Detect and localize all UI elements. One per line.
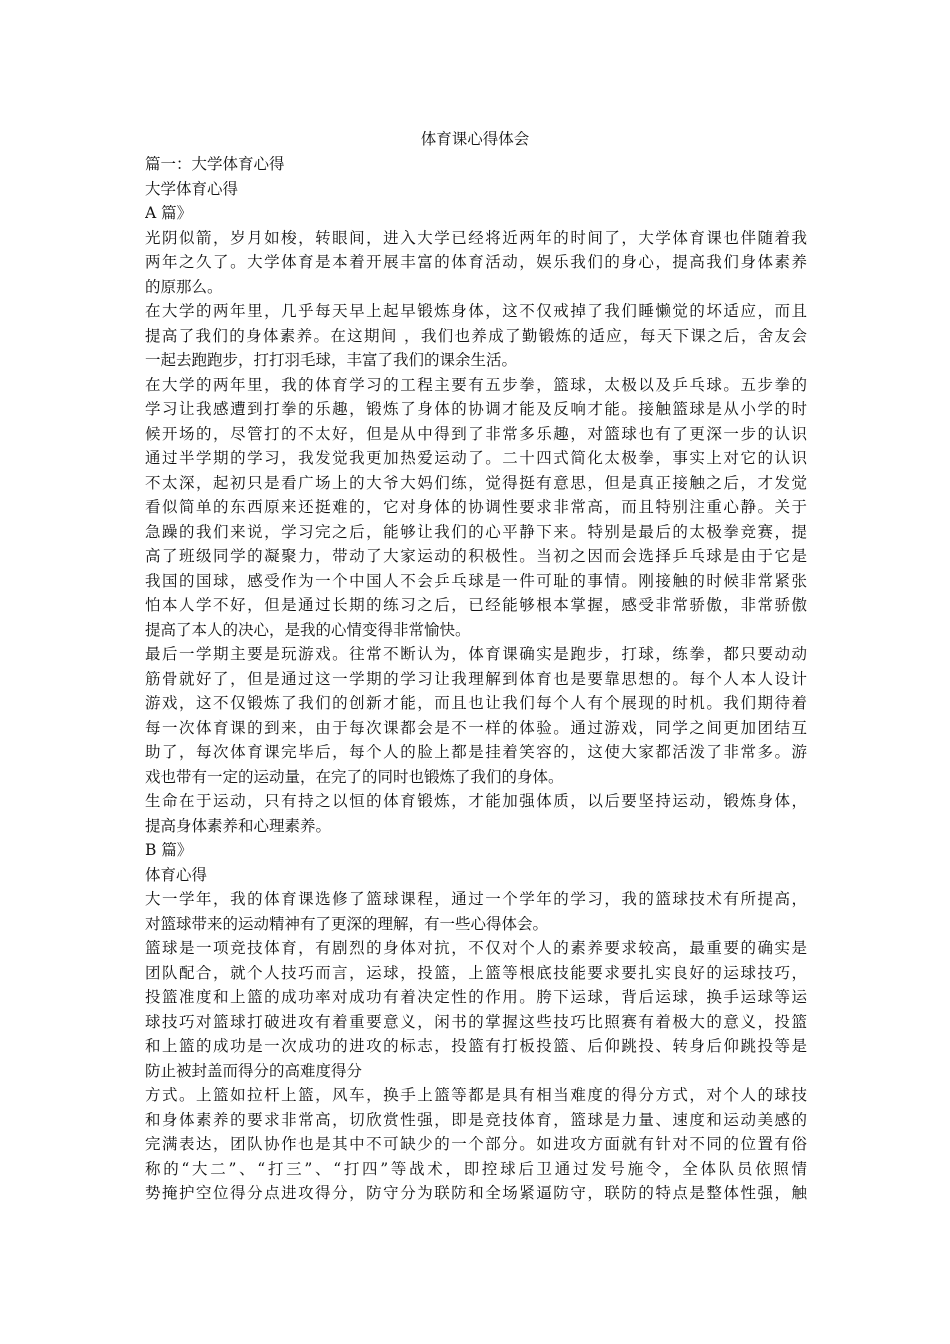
text-line: 完满表达，团队协作也是其中不可缺少的一个部分。如进攻方面就有针对不同的位置有俗 [145, 1135, 807, 1153]
text-line: 称的“大二”、“打三”、“打四”等战术，即控球后卫通过发号施令，全体队员依照情 [145, 1159, 807, 1178]
text-line: 提高了我们的身体素养。在这期间 ，我们也养成了勤锻炼的适应，每天下课之后，舍友会 [145, 326, 807, 345]
text-line: 提高了本人的决心，是我的心情变得非常愉快。 [145, 620, 471, 639]
text-line: 在大学的两年里，几乎每天早上起早锻炼身体，这不仅戒掉了我们睡懒觉的坏适应，而且 [145, 302, 807, 320]
text-line: 在大学的两年里，我的体育学习的工程主要有五步拳，篮球，太极以及乒乓球。五步拳的 [145, 375, 807, 394]
text-line: 防止被封盖而得分的高难度得分 [145, 1061, 363, 1080]
text-line: 最后一学期主要是玩游戏。往常不断认为，体育课确实是跑步，打球，练拳，都只要动动 [145, 645, 807, 663]
text-line: 篇一：大学体育心得 [145, 155, 285, 173]
text-line: 通过半学期的学习，我发觉我更加热爱运动了。二十四式简化太极拳，事实上对它的认识 [145, 449, 807, 467]
text-line: 势掩护空位得分点进攻得分，防守分为联防和全场紧逼防守，联防的特点是整体性强，触 [145, 1184, 807, 1202]
text-line: 生命在于运动，只有持之以恒的体育锻炼，才能加强体质，以后要坚持运动，锻炼身体， [145, 792, 807, 810]
text-line: 大学体育心得 [145, 179, 239, 198]
text-line: 方式。上篮如拉杆上篮，风车，换手上篮等都是具有相当难度的得分方式，对个人的球技 [145, 1086, 807, 1104]
text-line: 提高身体素养和心理素养。 [145, 816, 332, 835]
text-line: 和身体素养的要求非常高，切欣赏性强，即是竞技体育，篮球是力量、速度和运动美感的 [145, 1110, 807, 1129]
document-title: 体育课心得体会 [420, 130, 530, 148]
text-line: 光阴似箭，岁月如梭，转眼间，进入大学已经将近两年的时间了，大学体育课也伴随着我 [145, 228, 807, 247]
text-line: 两年之久了。大学体育是本着开展丰富的体育活动，娱乐我们的身心，提高我们身体素养 [145, 253, 807, 271]
text-line: 团队配合，就个人技巧而言，运球，投篮，上篮等根底技能要求要扎实良好的运球技巧， [145, 963, 807, 982]
text-line: 不太深，起初只是看广场上的大爷大妈们练，觉得挺有意思，但是真正接触之后，才发觉 [145, 473, 807, 492]
text-line: A 篇》 [145, 204, 193, 222]
text-line: 体育心得 [145, 865, 208, 884]
text-line: 大一学年，我的体育课选修了篮球课程，通过一个学年的学习，我的篮球技术有所提高， [145, 890, 807, 908]
text-line: 的原那么。 [145, 277, 223, 296]
text-line: 游戏，这不仅锻炼了我们的创新才能，而且也让我们每个人有个展现的时机。我们期待着 [145, 694, 807, 712]
text-line: 每一次体育课的到来，由于每次课都会是不一样的体验。通过游戏，同学之间更加团结互 [145, 718, 807, 737]
text-line: 候开场的，尽管打的不太好，但是从中得到了非常多乐趣，对篮球也有了更深一步的认识 [145, 424, 807, 443]
text-line: 和上篮的成功是一次成功的进攻的标志，投篮有打板投篮、后仰跳投、转身后仰跳投等是 [145, 1037, 807, 1055]
text-line: 看似简单的东西原来还挺难的，它对身体的协调性要求非常高，而且特别注重心静。关于 [145, 498, 807, 516]
text-line: 篮球是一项竞技体育，有剧烈的身体对抗，不仅对个人的素养要求较高，最重要的确实是 [145, 939, 807, 957]
text-line: 投篮准度和上篮的成功率对成功有着决定性的作用。胯下运球，背后运球，换手运球等运 [145, 988, 807, 1006]
text-line: 对篮球带来的运动精神有了更深的理解，有一些心得体会。 [145, 914, 549, 933]
text-line: 助了，每次体育课完毕后，每个人的脸上都是挂着笑容的，这使大家都活泼了非常多。游 [145, 743, 807, 761]
text-line: 怕本人学不好，但是通过长期的练习之后，已经能够根本掌握，感受非常骄傲，非常骄傲 [145, 596, 807, 614]
text-line: 戏也带有一定的运动量，在完了的同时也锻炼了我们的身体。 [145, 767, 564, 786]
text-line: 一起去跑跑步，打打羽毛球，丰富了我们的课余生活。 [145, 351, 518, 369]
text-line: 学习让我感遭到打拳的乐趣，锻炼了身体的协调才能及反响才能。接触篮球是从小学的时 [145, 400, 807, 418]
text-line: 急躁的我们来说，学习完之后，能够让我们的心平静下来。特别是最后的太极拳竞赛，提 [145, 522, 807, 541]
text-line: 筋骨就好了，但是通过这一学期的学习让我理解到体育也是要靠思想的。每个人本人设计 [145, 669, 807, 688]
text-line: 高了班级同学的凝聚力，带动了大家运动的积极性。当初之因而会选择乒乓球是由于它是 [145, 547, 807, 565]
text-line: 球技巧对篮球打破进攻有着重要意义，闲书的掌握这些技巧比照赛有着极大的意义，投篮 [145, 1012, 807, 1031]
text-line: 我国的国球，感受作为一个中国人不会乒乓球是一件可耻的事情。刚接触的时候非常紧张 [145, 571, 807, 590]
document-body [145, 152, 807, 1206]
text-line: B 篇》 [145, 841, 193, 859]
